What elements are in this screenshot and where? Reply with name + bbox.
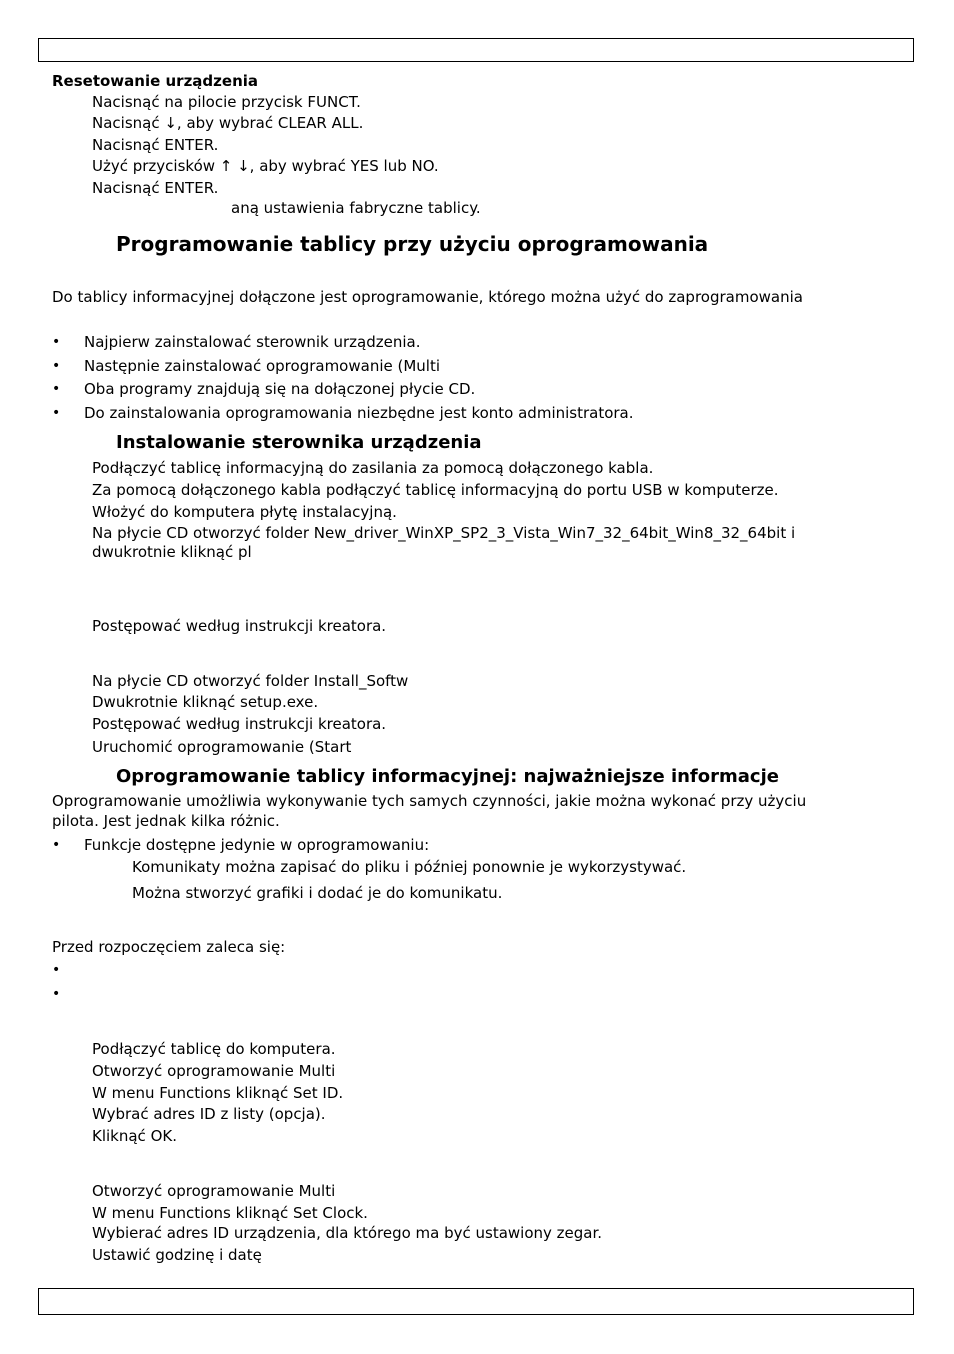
overview-heading: Oprogramowanie tablicy informacyjnej: najważniejsze informacje	[116, 766, 779, 787]
set-clock-step: Wybierać adres ID urządzenia, dla którego ma być ustawiony zegar.	[92, 1224, 603, 1242]
reset-step: Nacisnąć na pilocie przycisk FUNCT.	[92, 93, 361, 111]
software-bullet: Najpierw zainstalować sterownik urządzenia.	[84, 333, 421, 351]
install-step: Postępować według instrukcji kreatora.	[92, 715, 387, 733]
bullet-glyph: •	[52, 358, 61, 374]
header-frame	[38, 38, 914, 62]
software-bullet: Następnie zainstalować oprogramowanie (Multi	[84, 357, 441, 375]
software-intro: Do tablicy informacyjnej dołączone jest oprogramowanie, którego można użyć do zaprogramowania	[52, 288, 803, 306]
overview-before: Przed rozpoczęciem zaleca się:	[52, 938, 286, 956]
install-step: Uruchomić oprogramowanie (Start	[92, 738, 352, 756]
bullet-glyph: •	[52, 381, 61, 397]
overview-sub: Komunikaty można zapisać do pliku i później ponownie je wykorzystywać.	[132, 858, 687, 876]
driver-step: Włożyć do komputera płytę instalacyjną.	[92, 503, 397, 521]
bullet-glyph: •	[52, 405, 61, 421]
reset-step: Nacisnąć ENTER.	[92, 179, 219, 197]
set-id-step: Otworzyć oprogramowanie Multi	[92, 1062, 336, 1080]
bullet-glyph: •	[52, 986, 61, 1002]
reset-step: Nacisnąć ENTER.	[92, 136, 219, 154]
overview-sub: Można stworzyć grafiki i dodać je do komunikatu.	[132, 884, 503, 902]
reset-heading: Resetowanie urządzenia	[52, 72, 259, 90]
bullet-glyph: •	[52, 334, 61, 350]
set-id-step: Wybrać adres ID z listy (opcja).	[92, 1105, 326, 1123]
set-id-step: Podłączyć tablicę do komputera.	[92, 1040, 336, 1058]
set-id-step: W menu Functions kliknąć Set ID.	[92, 1084, 344, 1102]
software-bullet: Do zainstalowania oprogramowania niezbędne jest konto administratora.	[84, 404, 634, 422]
software-bullet: Oba programy znajdują się na dołączonej płycie CD.	[84, 380, 476, 398]
set-clock-step: Ustawić godzinę i datę	[92, 1246, 262, 1264]
set-clock-step: W menu Functions kliknąć Set Clock.	[92, 1204, 368, 1222]
driver-step: Podłączyć tablicę informacyjną do zasilania za pomocą dołączonego kabla.	[92, 459, 654, 477]
footer-frame	[38, 1288, 914, 1315]
bullet-glyph: •	[52, 837, 61, 853]
overview-bullet: Funkcje dostępne jedynie w oprogramowaniu:	[84, 836, 430, 854]
set-id-step: Kliknąć OK.	[92, 1127, 177, 1145]
software-heading: Programowanie tablicy przy użyciu oprogramowania	[116, 232, 709, 256]
overview-intro: Oprogramowanie umożliwia wykonywanie tych samych czynności, jakie można wykonać przy użyciu	[52, 792, 807, 810]
driver-wizard: Postępować według instrukcji kreatora.	[92, 617, 387, 635]
driver-step: dwukrotnie kliknąć pl	[92, 543, 252, 561]
reset-step: Użyć przycisków ↑ ↓, aby wybrać YES lub NO.	[92, 157, 439, 175]
driver-heading: Instalowanie sterownika urządzenia	[116, 432, 482, 453]
overview-intro: pilota. Jest jednak kilka różnic.	[52, 812, 280, 830]
set-clock-step: Otworzyć oprogramowanie Multi	[92, 1182, 336, 1200]
driver-step: Za pomocą dołączonego kabla podłączyć tablicę informacyjną do portu USB w komputerze.	[92, 481, 779, 499]
install-step: Dwukrotnie kliknąć setup.exe.	[92, 693, 319, 711]
bullet-glyph: •	[52, 962, 61, 978]
install-step: Na płycie CD otworzyć folder Install_Softw	[92, 672, 409, 690]
reset-note: aną ustawienia fabryczne tablicy.	[231, 199, 481, 217]
driver-step: Na płycie CD otworzyć folder New_driver_WinXP_SP2_3_Vista_Win7_32_64bit_Win8_32_64bit i	[92, 524, 796, 542]
reset-step: Nacisnąć ↓, aby wybrać CLEAR ALL.	[92, 114, 364, 132]
